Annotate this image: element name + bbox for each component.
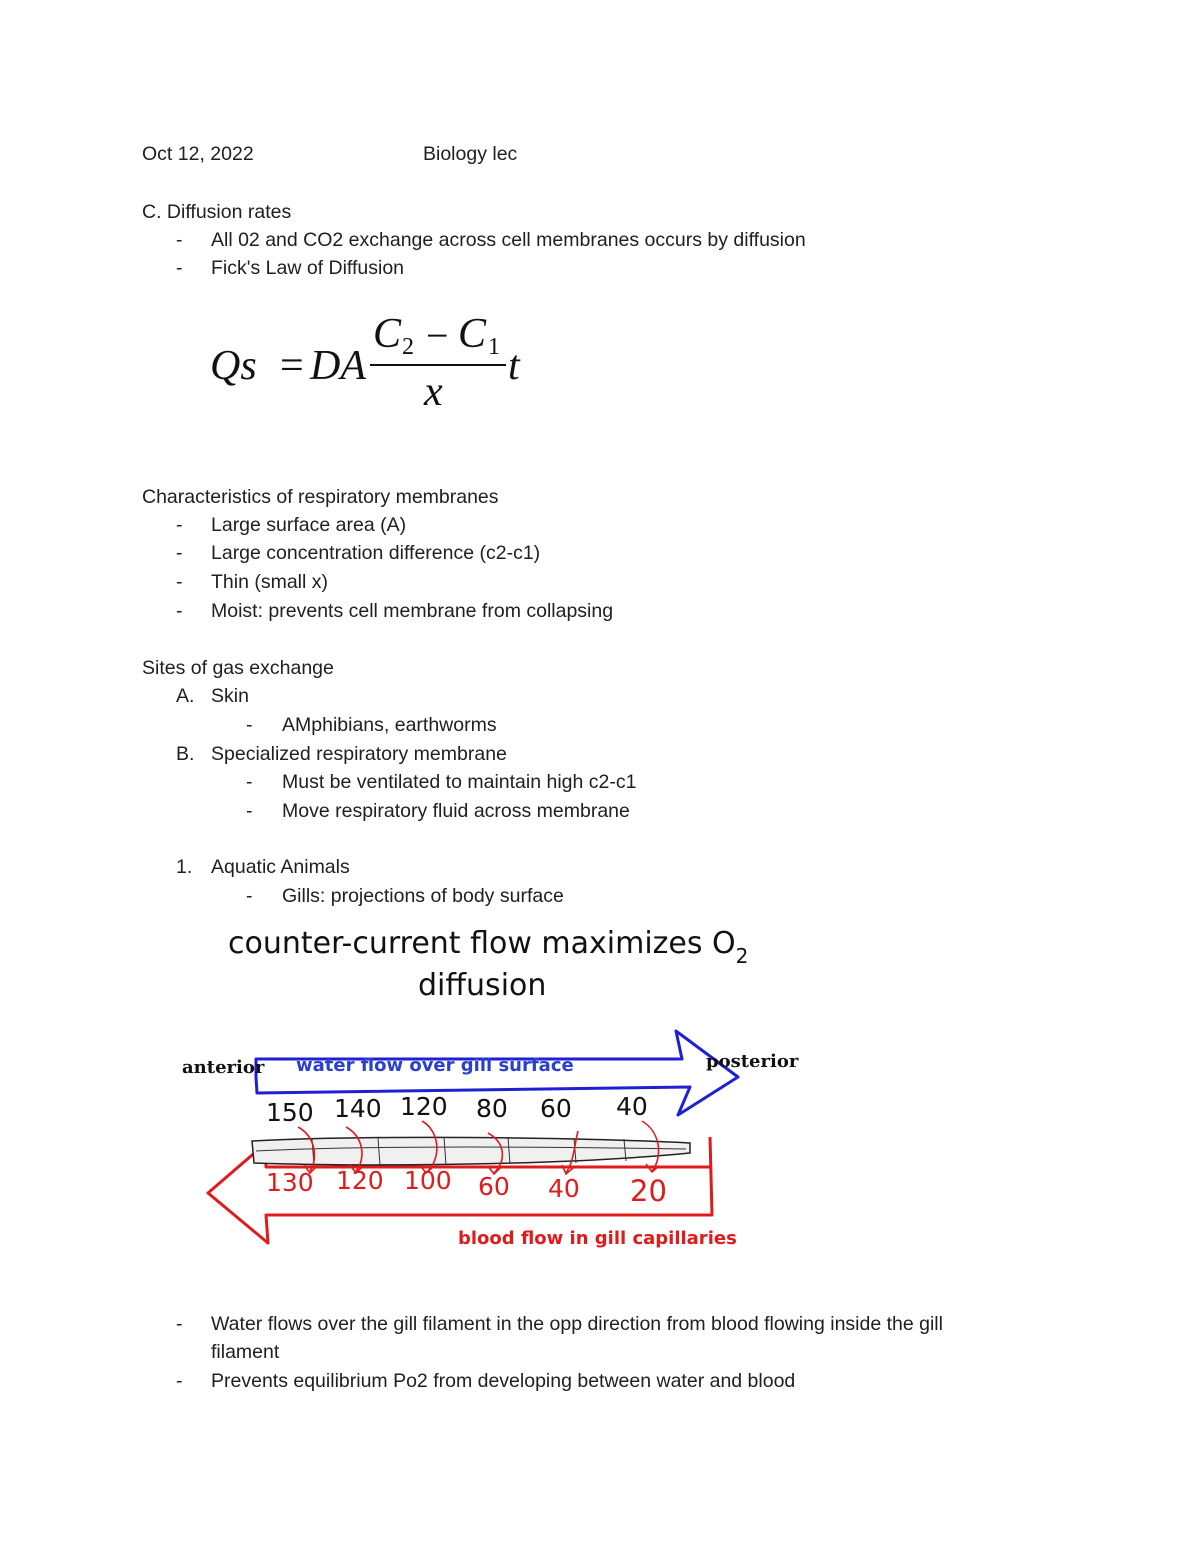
counter-current-diagram [170, 915, 810, 1255]
blood-flow-label: blood flow in gill capillaries [458, 1228, 737, 1249]
formula-minus: − [426, 313, 449, 358]
water-value: 60 [540, 1094, 572, 1123]
bullet-dash: - [176, 229, 183, 251]
characteristics-heading: Characteristics of respiratory membranes [142, 486, 499, 508]
notes-bullet-1-continued: filament [211, 1341, 280, 1363]
blood-values [266, 1166, 667, 1208]
bullet-dash: - [246, 885, 253, 907]
diagram-title-line-1: counter-current flow maximizes $O_2$ [228, 926, 749, 968]
bullet-dash: - [176, 542, 183, 564]
list-marker-b: B. [176, 743, 195, 765]
blood-value: 40 [548, 1174, 580, 1203]
formula-tail: t [508, 343, 520, 389]
anterior-label: anterior [182, 1057, 265, 1078]
aquatic-animals-label: Aquatic Animals [211, 856, 350, 878]
bullet-dash: - [246, 714, 253, 736]
water-value: 150 [266, 1098, 314, 1127]
formula-lhs: Qs [210, 343, 257, 389]
characteristics-bullet-4: Moist: prevents cell membrane from collapsing [211, 600, 614, 622]
characteristics-bullet-2: Large concentration difference (c2-c1) [211, 542, 541, 564]
bullet-dash: - [176, 257, 183, 279]
bullet-dash: - [246, 800, 253, 822]
site-b-bullet-1: Must be ventilated to maintain high c2-c1 [282, 771, 637, 793]
formula-c1-sub: 1 [488, 334, 500, 360]
date: Oct 12, 2022 [142, 143, 254, 165]
bullet-dash: - [176, 514, 183, 536]
formula-denominator: x [424, 369, 443, 415]
water-values [266, 1092, 648, 1127]
blood-value: 120 [336, 1166, 384, 1195]
formula-c1: C [458, 311, 487, 357]
formula-coef: DA [310, 343, 366, 389]
course-title: Biology lec [423, 143, 518, 165]
list-marker-1: 1. [176, 856, 193, 878]
blood-value: 60 [478, 1172, 510, 1201]
blood-value: 100 [404, 1166, 452, 1195]
formula-c2-sub: 2 [402, 334, 414, 360]
bullet-dash: - [176, 1313, 183, 1335]
blood-value: 130 [266, 1168, 314, 1197]
notes-bullet-1: Water flows over the gill filament in the opp direction from blood flowing inside the gill [211, 1313, 943, 1335]
bullet-dash: - [176, 571, 183, 593]
water-value: 40 [616, 1092, 648, 1121]
bullet-dash: - [176, 1370, 183, 1392]
diagram-title-line-2: diffusion [418, 968, 547, 1003]
fraction-bar [370, 364, 506, 366]
bullet-dash: - [246, 771, 253, 793]
notes-bullet-2: Prevents equilibrium Po2 from developing between water and blood [211, 1370, 796, 1392]
formula-c2: C [373, 311, 402, 357]
water-value: 120 [400, 1092, 448, 1121]
site-a-bullet-1: AMphibians, earthworms [282, 714, 497, 736]
section-c-bullet-1: All 02 and CO2 exchange across cell membranes occurs by diffusion [211, 229, 806, 251]
formula-equals: = [280, 343, 304, 389]
water-flow-label: water flow over gill surface [296, 1055, 574, 1076]
site-b-label: Specialized respiratory membrane [211, 743, 507, 765]
section-c-bullet-2: Fick's Law of Diffusion [211, 257, 405, 279]
posterior-label: posterior [706, 1051, 799, 1072]
characteristics-bullet-3: Thin (small x) [211, 571, 329, 593]
site-b-bullet-2: Move respiratory fluid across membrane [282, 800, 630, 822]
blood-value: 20 [630, 1174, 667, 1208]
water-value: 80 [476, 1094, 508, 1123]
site-a-label: Skin [211, 685, 249, 707]
characteristics-bullet-1: Large surface area (A) [211, 514, 407, 536]
section-c-heading: C. Diffusion rates [142, 201, 292, 223]
aquatic-bullet-1: Gills: projections of body surface [282, 885, 564, 907]
list-marker-a: A. [176, 685, 195, 707]
sites-heading: Sites of gas exchange [142, 657, 334, 679]
water-value: 140 [334, 1094, 382, 1123]
fick-formula [210, 310, 540, 420]
bullet-dash: - [176, 600, 183, 622]
